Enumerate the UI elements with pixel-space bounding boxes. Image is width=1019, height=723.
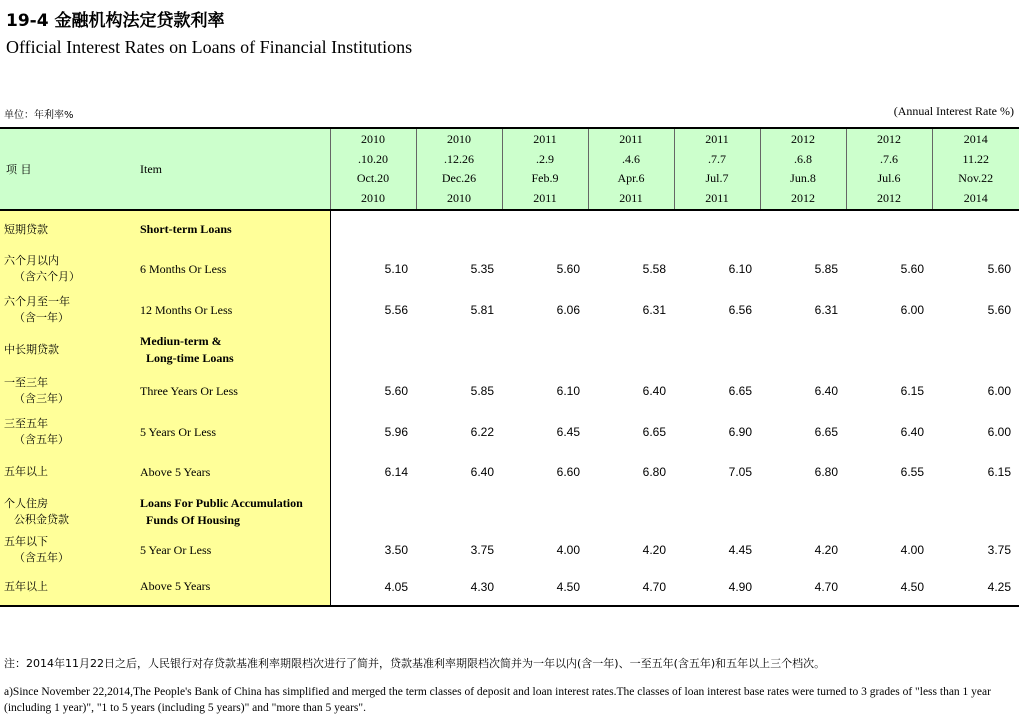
header-period-7 bbox=[932, 128, 1019, 210]
rate-cell: 6.80 bbox=[814, 465, 838, 479]
row-label-cn-line2: （含五年） bbox=[14, 433, 69, 446]
rate-cell: 6.40 bbox=[470, 465, 494, 479]
header-period-line: 2011 bbox=[533, 190, 557, 205]
page-title-cn: 19-4 金融机构法定贷款利率 bbox=[6, 11, 225, 31]
row-label-cn bbox=[0, 532, 132, 568]
rate-cell bbox=[502, 330, 588, 370]
row-label-cn bbox=[0, 330, 132, 370]
header-period-line: 2014 bbox=[963, 132, 988, 146]
header-item-cn: 项 目 bbox=[0, 128, 132, 210]
rate-cell bbox=[674, 330, 760, 370]
rate-cell: 6.40 bbox=[814, 384, 838, 398]
rate-cell: 5.10 bbox=[384, 262, 408, 276]
rate-cell bbox=[330, 492, 416, 532]
rate-cell: 5.60 bbox=[987, 303, 1011, 317]
header-period-line: .12.26 bbox=[444, 151, 474, 166]
row-label-en-line1: Mediun-term & bbox=[140, 334, 222, 348]
row-label-en bbox=[132, 370, 330, 412]
header-period-line: Dec.26 bbox=[441, 171, 477, 185]
header-period-line: 2011 bbox=[705, 190, 729, 205]
table-row bbox=[0, 248, 1019, 290]
rate-cell: 7.05 bbox=[728, 465, 752, 479]
table-body bbox=[0, 210, 1019, 606]
rate-cell bbox=[674, 210, 760, 248]
header-period-line: 2010 bbox=[361, 190, 385, 205]
rate-cell: 6.80 bbox=[642, 465, 666, 479]
rate-cell: 6.90 bbox=[728, 425, 752, 439]
row-label-cn-line1: 五年以上 bbox=[4, 465, 48, 478]
row-label-cn bbox=[0, 412, 132, 452]
rate-cell: 5.96 bbox=[384, 425, 408, 439]
header-period-line: Jul.7 bbox=[705, 171, 729, 185]
page-title-en: Official Interest Rates on Loans of Financial Institutions bbox=[6, 37, 413, 57]
rate-cell: 5.60 bbox=[556, 262, 580, 276]
rate-cell bbox=[502, 210, 588, 248]
rate-cell: 6.10 bbox=[728, 262, 752, 276]
rate-cell: 6.22 bbox=[470, 425, 494, 439]
rate-cell: 6.00 bbox=[987, 425, 1011, 439]
rate-cell bbox=[502, 492, 588, 532]
row-label-cn bbox=[0, 248, 132, 290]
header-period-line: 2010 bbox=[447, 132, 471, 146]
rate-cell: 5.35 bbox=[470, 262, 494, 276]
header-period-line: 11.22 bbox=[962, 151, 990, 166]
rate-cell: 4.05 bbox=[330, 568, 416, 606]
row-label-en-line1: 5 Years Or Less bbox=[140, 424, 216, 439]
footnote-en: a)Since November 22,2014,The People's Bank of China has simplified and merged the term classes of deposit and loan interest rates.The classes of loan interest base rates were turned to 3 grades of "less than 1 year (including 1 year)", "1 to 5 years (including 5 years)" and "more than 5 years". bbox=[4, 686, 991, 714]
row-label-cn-line1: 六个月至一年 bbox=[4, 295, 70, 308]
row-label-en bbox=[132, 568, 330, 606]
row-label-en-line1: Above 5 Years bbox=[140, 464, 211, 479]
rate-cell: 4.00 bbox=[900, 543, 924, 557]
rate-cell bbox=[588, 210, 674, 248]
row-label-en-line1: Loans For Public Accumulation bbox=[140, 496, 303, 510]
row-label-en-line2: Long-time Loans bbox=[146, 351, 234, 365]
rate-cell: 6.00 bbox=[987, 384, 1011, 398]
rate-cell bbox=[330, 330, 416, 370]
table-row bbox=[0, 568, 1019, 606]
row-label-en-line1: 6 Months Or Less bbox=[140, 261, 227, 276]
rate-cell: 6.65 bbox=[642, 425, 666, 439]
row-label-en bbox=[132, 492, 330, 532]
rate-cell bbox=[760, 210, 846, 248]
row-label-en bbox=[132, 248, 330, 290]
rate-cell: 4.25 bbox=[932, 568, 1019, 606]
table-row bbox=[0, 492, 1019, 532]
row-label-cn-line2: 公积金贷款 bbox=[14, 513, 69, 526]
rate-cell: 6.06 bbox=[556, 303, 580, 317]
rate-cell: 4.70 bbox=[588, 568, 674, 606]
header-period-line: 2014 bbox=[963, 190, 988, 205]
row-label-en-line1: Short-term Loans bbox=[140, 222, 232, 236]
row-label-cn-line2: （含六个月） bbox=[14, 270, 80, 283]
rate-cell: 4.00 bbox=[556, 543, 580, 557]
row-label-cn bbox=[0, 492, 132, 532]
rate-cell bbox=[932, 492, 1019, 532]
header-period-line: Jun.8 bbox=[790, 171, 816, 185]
table-row bbox=[0, 532, 1019, 568]
header-period-line: 2011 bbox=[705, 132, 729, 146]
header-period-line: .7.6 bbox=[880, 151, 898, 166]
row-label-en-line1: Above 5 Years bbox=[140, 579, 211, 593]
rate-cell: 4.90 bbox=[674, 568, 760, 606]
rate-cell bbox=[846, 330, 932, 370]
row-label-cn-line1: 五年以上 bbox=[4, 579, 48, 593]
row-label-en-line1: 12 Months Or Less bbox=[140, 302, 233, 317]
header-period-line: 2011 bbox=[619, 132, 643, 146]
row-label-cn-line1: 一至三年 bbox=[4, 376, 48, 389]
row-label-en bbox=[132, 412, 330, 452]
rate-cell: 5.81 bbox=[470, 303, 494, 317]
rate-cell bbox=[932, 210, 1019, 248]
header-period-5 bbox=[760, 128, 846, 210]
rate-cell: 5.60 bbox=[987, 262, 1011, 276]
header-period-line: 2011 bbox=[533, 132, 557, 146]
row-label-cn-line1: 三至五年 bbox=[4, 417, 48, 430]
header-period-line: .2.9 bbox=[536, 151, 554, 166]
row-label-cn-line1: 个人住房 bbox=[4, 497, 48, 510]
header-period-line: 2012 bbox=[877, 132, 901, 146]
table-row bbox=[0, 210, 1019, 248]
header-item-en: Item bbox=[132, 128, 330, 210]
header-period-line: 2012 bbox=[791, 190, 815, 205]
header-period-line: 2011 bbox=[619, 190, 643, 205]
footnote-cn: 注：2014年11月22日之后，人民银行对存贷款基准利率期限档次进行了简并，贷款基准利率期限档次简并为一年以内(含一年)、一至五年(含五年)和五年以上三个档次。 bbox=[4, 657, 826, 670]
rate-cell: 6.45 bbox=[556, 425, 580, 439]
rate-cell: 3.75 bbox=[987, 543, 1011, 557]
header-period-line: Apr.6 bbox=[617, 171, 645, 185]
header-period-2 bbox=[502, 128, 588, 210]
rate-cell: 3.50 bbox=[384, 543, 408, 557]
row-label-en bbox=[132, 452, 330, 492]
rate-cell: 5.85 bbox=[470, 384, 494, 398]
row-label-cn bbox=[0, 370, 132, 412]
rate-cell: 6.60 bbox=[556, 465, 580, 479]
rate-cell: 6.55 bbox=[900, 465, 924, 479]
rate-cell: 5.60 bbox=[900, 262, 924, 276]
unit-label-en: (Annual Interest Rate %) bbox=[893, 104, 1014, 118]
rate-cell bbox=[416, 492, 502, 532]
table-row bbox=[0, 412, 1019, 452]
row-label-cn-line1: 中长期贷款 bbox=[4, 343, 59, 356]
header-period-1 bbox=[416, 128, 502, 210]
row-label-en-line1: Three Years Or Less bbox=[140, 383, 238, 398]
row-label-cn-line1: 六个月以内 bbox=[4, 254, 59, 267]
rate-cell bbox=[588, 492, 674, 532]
rate-cell: 4.30 bbox=[416, 568, 502, 606]
header-period-line: 2010 bbox=[361, 132, 385, 146]
row-label-cn bbox=[0, 210, 132, 248]
header-period-line: 2012 bbox=[791, 132, 815, 146]
rate-cell: 6.31 bbox=[814, 303, 838, 317]
header-period-line: 2010 bbox=[447, 190, 471, 205]
header-period-line: Oct.20 bbox=[356, 171, 390, 185]
rate-cell: 6.65 bbox=[814, 425, 838, 439]
rate-cell bbox=[760, 492, 846, 532]
rate-cell: 5.85 bbox=[814, 262, 838, 276]
rate-cell bbox=[588, 330, 674, 370]
header-period-4 bbox=[674, 128, 760, 210]
row-label-en bbox=[132, 290, 330, 330]
rate-cell: 4.20 bbox=[814, 543, 838, 557]
header-period-line: Feb.9 bbox=[531, 171, 559, 185]
row-label-cn bbox=[0, 568, 132, 606]
row-label-cn-line1: 五年以下 bbox=[4, 535, 48, 548]
row-label-cn bbox=[0, 290, 132, 330]
row-label-en-line1: 5 Year Or Less bbox=[140, 542, 212, 557]
rate-cell: 6.40 bbox=[642, 384, 666, 398]
rate-cell bbox=[674, 492, 760, 532]
rate-cell: 6.56 bbox=[728, 303, 752, 317]
rate-cell: 5.58 bbox=[642, 262, 666, 276]
row-label-cn bbox=[0, 452, 132, 492]
rate-cell bbox=[330, 210, 416, 248]
table-header-row bbox=[0, 128, 1019, 210]
interest-rate-table bbox=[0, 127, 1019, 607]
row-label-en-line2: Funds Of Housing bbox=[146, 513, 241, 527]
header-period-line: 2012 bbox=[877, 190, 901, 205]
header-period-line: .10.20 bbox=[358, 151, 388, 166]
row-label-en bbox=[132, 330, 330, 370]
header-period-line: .4.6 bbox=[622, 151, 640, 166]
rate-cell: 4.45 bbox=[728, 543, 752, 557]
table-row bbox=[0, 452, 1019, 492]
row-label-en bbox=[132, 210, 330, 248]
rate-cell: 6.65 bbox=[728, 384, 752, 398]
interest-rate-table-container bbox=[0, 127, 1019, 607]
row-label-en bbox=[132, 532, 330, 568]
header-period-line: .6.8 bbox=[794, 151, 812, 166]
rate-cell bbox=[846, 210, 932, 248]
rate-cell bbox=[846, 492, 932, 532]
row-label-cn-line2: （含五年） bbox=[14, 551, 69, 564]
rate-cell bbox=[416, 330, 502, 370]
rate-cell: 4.50 bbox=[502, 568, 588, 606]
row-label-cn-line2: （含一年） bbox=[14, 311, 69, 324]
header-period-line: Nov.22 bbox=[958, 171, 994, 185]
rate-cell: 4.20 bbox=[642, 543, 666, 557]
table-row bbox=[0, 330, 1019, 370]
rate-cell bbox=[932, 330, 1019, 370]
rate-cell: 4.50 bbox=[846, 568, 932, 606]
rate-cell: 6.15 bbox=[900, 384, 924, 398]
rate-cell: 6.40 bbox=[900, 425, 924, 439]
rate-cell: 6.31 bbox=[642, 303, 666, 317]
rate-cell: 6.15 bbox=[987, 465, 1011, 479]
header-period-line: .7.7 bbox=[708, 151, 726, 166]
row-label-cn-line1: 短期贷款 bbox=[4, 222, 48, 236]
rate-cell: 5.56 bbox=[384, 303, 408, 317]
rate-cell: 4.70 bbox=[760, 568, 846, 606]
table-row bbox=[0, 290, 1019, 330]
header-period-6 bbox=[846, 128, 932, 210]
table-row bbox=[0, 370, 1019, 412]
rate-cell bbox=[416, 210, 502, 248]
row-label-cn-line2: （含三年） bbox=[14, 392, 69, 405]
header-period-0 bbox=[330, 128, 416, 210]
rate-cell: 6.00 bbox=[900, 303, 924, 317]
rate-cell: 6.10 bbox=[556, 384, 580, 398]
header-period-line: Jul.6 bbox=[877, 171, 901, 185]
rate-cell bbox=[760, 330, 846, 370]
unit-label-cn: 单位：年利率% bbox=[4, 110, 74, 121]
rate-cell: 6.14 bbox=[384, 465, 408, 479]
rate-cell: 5.60 bbox=[384, 384, 408, 398]
header-period-3 bbox=[588, 128, 674, 210]
rate-cell: 3.75 bbox=[470, 543, 494, 557]
